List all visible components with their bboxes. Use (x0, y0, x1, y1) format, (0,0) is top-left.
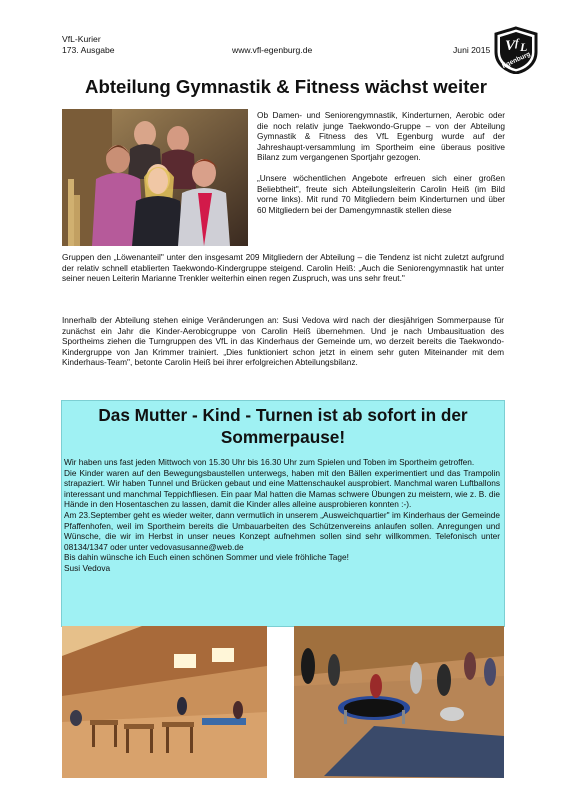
svg-text:Egenburg: Egenburg (501, 50, 532, 70)
article-title: Abteilung Gymnastik & Fitness wächst weiter (85, 76, 487, 97)
notice-paragraph: Bis dahin wünsche ich Euch einen schönen Sommer und viele fröhliche Tage! (64, 552, 349, 563)
intro-column (257, 110, 505, 215)
notice-title: Das Mutter - Kind - Turnen ist ab sofort in der Sommerpause! (98, 405, 468, 447)
group-photo (62, 109, 248, 246)
article-paragraph: „Unsere wöchentlichen Angebote erfreuen sich einer großen Beliebtheit", freute sich Abteilungsleiterin Carolin Heiß (im Bild vorne links). Mit rund 70 Mitgliedern beim Kinderturnen und über 60 Mitgliedern bei der Damengymnastik stellen diese (257, 172, 505, 215)
article-paragraph: Innerhalb der Abteilung stehen einige Veränderungen an: Susi Vedova wird nach der diesjährigen Sommerpause für zunächst ein Jahr die Kinder-Aerobicgruppe von Carolin Heiß übernehmen. Und je nach Umbausituation des Sportheims ziehen die Turngruppen des VfL in das Kinderhaus der Gemeinde um, wo derzeit bereits die Taekwondo-Kindergruppe von Jan Krimmer trainiert. „Dies funktioniert schon jetzt in einem sehr guten Miteinander mit dem Kinderhaus-Team", betonte Carolin Heiß bei ihrer erfolgreichen Abteilungsbilanz. (62, 315, 504, 368)
trampoline-photo (294, 626, 504, 778)
svg-text:f: f (515, 37, 519, 49)
svg-text:V: V (505, 38, 516, 54)
issue-date: Juni 2015 (453, 45, 491, 55)
masthead (62, 34, 115, 55)
notice-paragraph: Am 23.September geht es wieder weiter, dann vermutlich in unserem „Ausweichquartier" im Kinderhaus der Gemeinde Pfaffenhofen, weil im Sportheim bereits die Umbauarbeiten des Schützenvereins anlaufen sollen. Anregungen und Wünsche, die wir im Herbst in unser neues Konzept aufnehmen sollen sind sehr willkommen. Telefonisch unter 08134/1347 oder unter vedovasusanne@web.de (64, 509, 500, 552)
website-url: www.vfl-egenburg.de (232, 45, 313, 55)
notice-body (64, 457, 500, 574)
article-paragraph: Gruppen den „Löwenanteil" unter den insgesamt 209 Mitgliedern der Abteilung – die Tendenz ist nicht zuletzt aufgrund der relativ schnell etablierten Taekwondo-Kindergruppe steigend. Carolin Heiß: „Auch die Seniorengymnastik hat unter seiner neuen Leiterin Marianne Trenkler weiterhin einen regen Zuspruch, was uns sehr freut." (62, 252, 504, 284)
svg-text:L: L (520, 40, 528, 54)
club-logo (492, 26, 540, 74)
notice-paragraph: Die Kinder waren auf den Bewegungsbaustellen unterwegs, haben mit den Bällen experimentiert und das Trampolin strapaziert. Wir haben Tunnel und Brücken gebaut und eine Mattenschaukel ausprobiert. Manchmal waren Luftballons interessant und manchmal Teppichfliesen. Ein paar Mal hatten die Mamas schwere Übungen zu meistern, wie z. B. die Hände in den Hosentaschen zu lassen, damit die Kinder alles alleine ausprobieren konnten :-). (64, 467, 500, 510)
gym-hall-photo (62, 626, 267, 778)
article-paragraph: Ob Damen- und Seniorengymnastik, Kinderturnen, Aerobic oder die noch relativ junge Taekwondo-Gruppe – von der Abteilung Gymnastik & Fitness des VfL Egenburg wurde auf der Jahreshaupt-versammlung im Sportheim eine überaus positive Bilanz zum vergangenen Sportjahr gezogen. (257, 110, 505, 163)
notice-paragraph: Wir haben uns fast jeden Mittwoch von 15.30 Uhr bis 16.30 Uhr zum Spielen und Toben im Sportheim getroffen. (64, 457, 475, 467)
publication-name: VfL-Kurier (62, 34, 101, 44)
notice-signature: Susi Vedova (64, 562, 111, 573)
notice-box (61, 400, 505, 627)
issue-number: 173. Ausgabe (62, 44, 115, 55)
